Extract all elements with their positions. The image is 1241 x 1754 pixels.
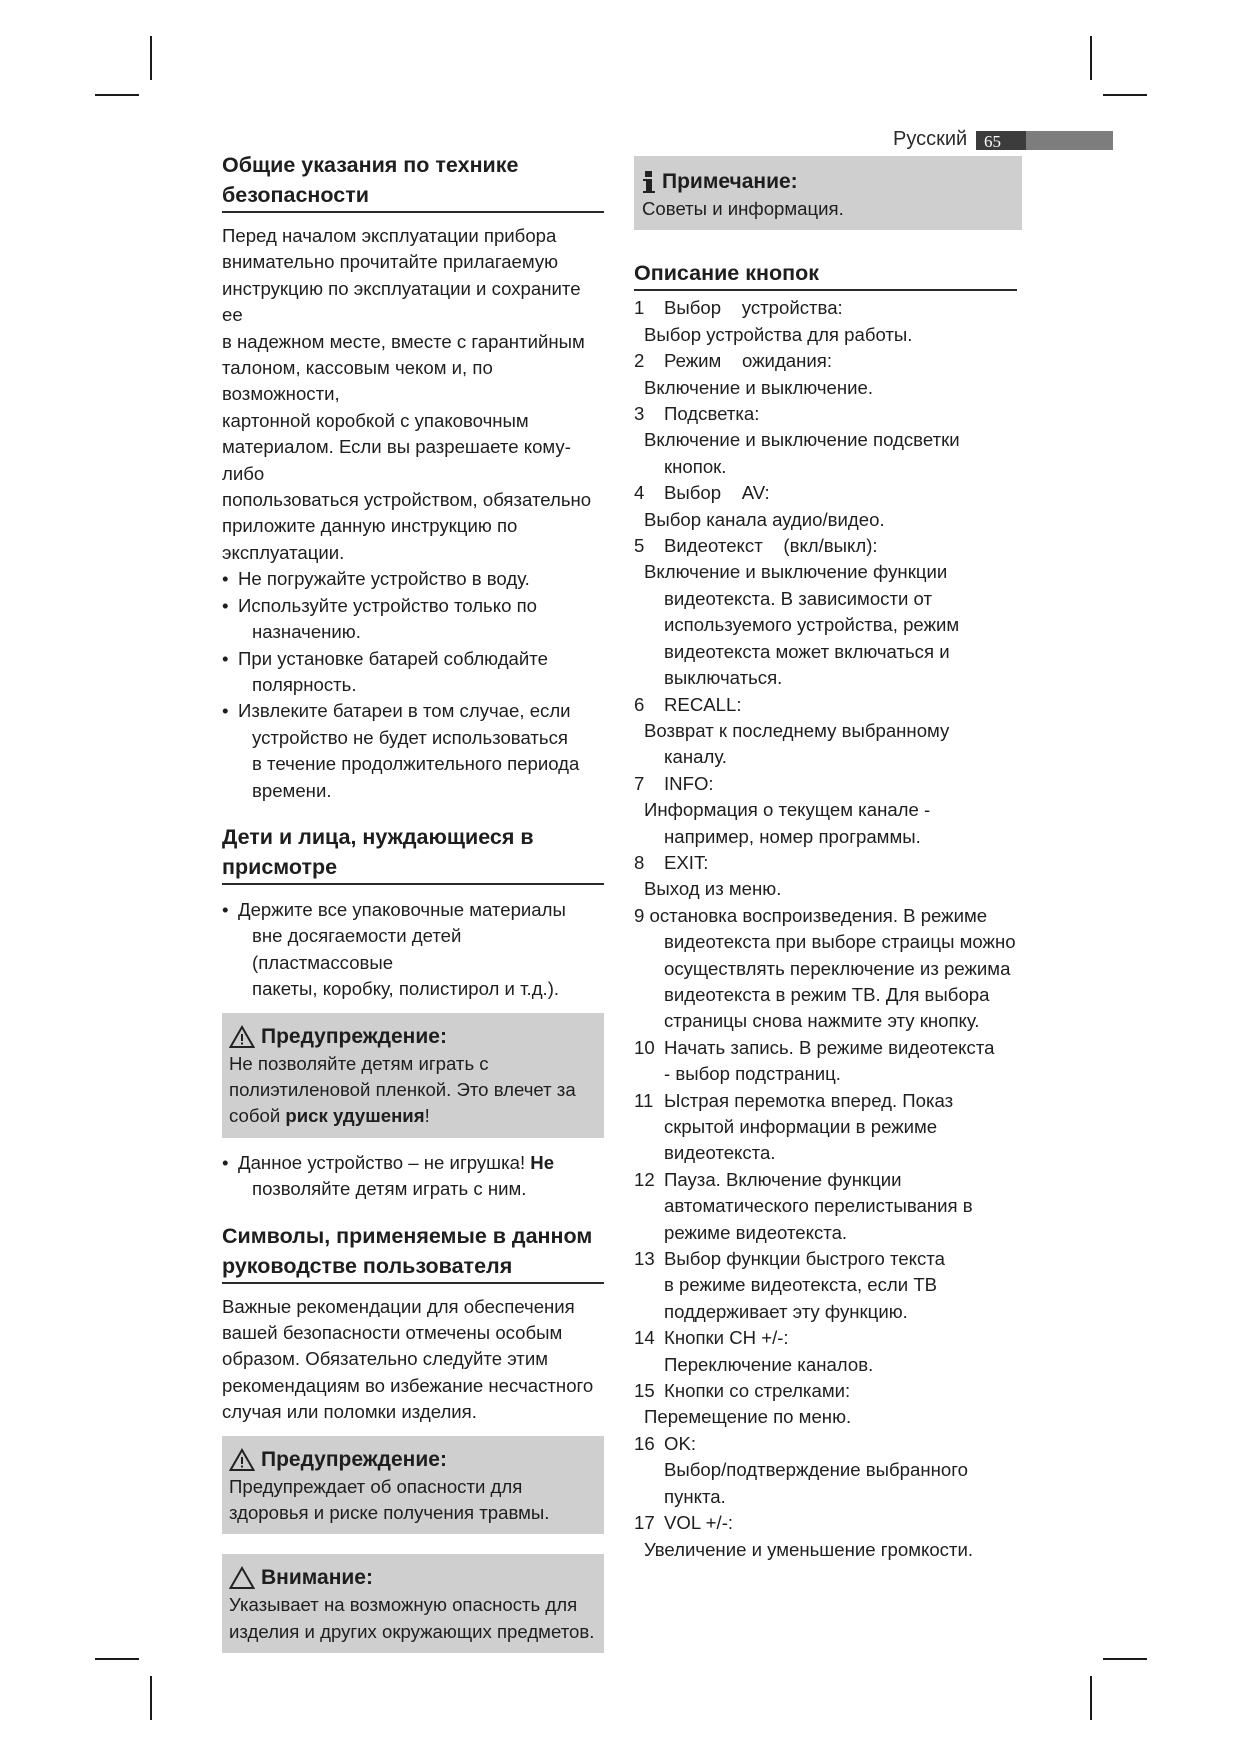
- children-heading-line1: Дети и лица, нуждающиеся в: [222, 824, 534, 849]
- caution-text: [229, 1592, 597, 1645]
- item-text: - выбор подстраниц.: [664, 1063, 841, 1085]
- item-text: видеотекста в режим ТВ. Для выбора: [664, 983, 990, 1005]
- bullet-text: назначению.: [252, 621, 361, 643]
- note-title-text: Примечание:: [662, 170, 798, 193]
- item-text: поддерживает эту функцию.: [664, 1300, 908, 1322]
- item-text: Ыстрая перемотка вперед. Показ: [664, 1089, 954, 1111]
- item-description: видеотекста может включаться и: [664, 640, 950, 662]
- item-text: автоматического перелистывания в: [664, 1195, 973, 1217]
- safety-bullet-2: [222, 593, 604, 646]
- text-line: здоровья и риске получения травмы.: [229, 1502, 550, 1524]
- item-number: 10: [634, 1036, 655, 1058]
- item-description: Выход из меню.: [644, 878, 782, 900]
- item-text: видеотекста.: [664, 1142, 776, 1164]
- text-line: полиэтиленовой пленкой. Это влечет за: [229, 1078, 576, 1100]
- item-text: Пауза. Включение функции: [664, 1168, 902, 1190]
- safety-bullet-4: [222, 698, 604, 804]
- children-warning-box: [222, 1013, 604, 1138]
- item-text: пункта.: [664, 1485, 726, 1507]
- item-number: 14: [634, 1327, 655, 1349]
- safety-heading-line1: Общие указания по технике: [222, 153, 519, 177]
- item-description: Включение и выключение подсветки: [644, 429, 960, 451]
- symbols-caution-box: [222, 1554, 604, 1653]
- children-bullet-2: [222, 1150, 604, 1203]
- button-item-12: [634, 1167, 1022, 1246]
- button-item-15: [634, 1378, 1022, 1431]
- symbols-heading-line2: руководстве пользователя: [222, 1253, 513, 1278]
- text-line: изделия и других окружающих предметов.: [229, 1620, 595, 1642]
- item-text: в режиме видеотекста, если ТВ: [664, 1274, 938, 1296]
- warning-triangle-icon: [229, 1448, 255, 1472]
- warning-title-text: Предупреждение:: [261, 1024, 447, 1048]
- text-line: попользоваться устройством, обязательно: [222, 489, 592, 511]
- text-line: случая или поломки изделия.: [222, 1401, 477, 1423]
- right-column: [634, 156, 1022, 1563]
- warning-text: [229, 1474, 597, 1527]
- item-heading: [634, 850, 1022, 876]
- warning-title: [229, 1446, 597, 1474]
- text-line: собой: [229, 1105, 286, 1127]
- button-item-3: [634, 401, 1022, 480]
- item-number: 16: [634, 1432, 655, 1454]
- bullet-text: позволяйте детям играть с ним.: [252, 1178, 527, 1200]
- item-description: Включение и выключение функции: [644, 561, 948, 583]
- item-description: Выбор канала аудио/видео.: [644, 508, 885, 530]
- item-title: EXIT:: [664, 851, 709, 873]
- item-number: 17: [634, 1512, 655, 1534]
- item-description: видеотекста. В зависимости от: [664, 587, 932, 609]
- bullet-text: Данное устройство – не игрушка!: [238, 1151, 531, 1173]
- item-description: например, номер программы.: [664, 825, 921, 847]
- button-item-10: [634, 1035, 1022, 1088]
- text-line: Перед началом эксплуатации прибора: [222, 225, 557, 246]
- item-text: Выбор функции быстрого текста: [664, 1248, 945, 1270]
- text-line: приложите данную инструкцию по: [222, 515, 518, 537]
- item-number: 3: [634, 403, 645, 425]
- text-line: образом. Обязательно следуйте этим: [222, 1348, 548, 1370]
- warning-triangle-icon: [229, 1025, 255, 1049]
- safety-bullet-1: [222, 566, 604, 592]
- button-descriptions-list: [634, 295, 1022, 902]
- item-text: VOL +/-:: [664, 1512, 734, 1534]
- crop-mark: [150, 1676, 152, 1720]
- item-title: Режим ожидания:: [664, 350, 833, 372]
- button-item-17: [634, 1510, 1022, 1563]
- item-text: Выбор/подтверждение выбранного: [664, 1459, 968, 1481]
- item-title: Видеотекст (вкл/выкл):: [664, 535, 878, 557]
- text-line: эксплуатации.: [222, 541, 345, 563]
- symbols-heading: [222, 1221, 604, 1284]
- item-text: Увеличение и уменьшение громкости.: [644, 1538, 974, 1560]
- text-line: рекомендациям во избежание несчастного: [222, 1374, 594, 1396]
- item-description: выключаться.: [664, 667, 783, 689]
- item-text: Перемещение по меню.: [644, 1406, 852, 1428]
- item-heading: [634, 771, 1022, 797]
- item-heading: [634, 295, 1022, 321]
- item-text: 9 остановка воспроизведения. В режиме: [634, 904, 988, 926]
- text-line: картонной коробкой с упаковочным: [222, 409, 529, 431]
- item-number: 15: [634, 1380, 655, 1402]
- item-text: OK:: [664, 1432, 697, 1454]
- safety-heading: [222, 150, 604, 213]
- item-description: Возврат к последнему выбранному: [644, 719, 950, 741]
- text-line: талоном, кассовым чеком и, по возможности,: [222, 357, 493, 405]
- item-number: 1: [634, 297, 645, 319]
- symbols-warning-box: [222, 1436, 604, 1535]
- header-language: Русский: [893, 128, 968, 150]
- note-title: [642, 168, 1014, 196]
- warning-title-text: Предупреждение:: [261, 1447, 447, 1471]
- item-text: Переключение каналов.: [664, 1353, 874, 1375]
- button-item-16: [634, 1431, 1022, 1510]
- safety-heading-line2: безопасности: [222, 183, 369, 207]
- item-text: режиме видеотекста.: [664, 1221, 848, 1243]
- item-number: 8: [634, 851, 645, 873]
- text-line: в надежном месте, вместе с гарантийным: [222, 330, 585, 352]
- safety-intro: [222, 223, 604, 566]
- children-heading: [222, 822, 604, 885]
- caution-title-text: Внимание:: [261, 1566, 373, 1590]
- bullet-text: в течение продолжительного периода: [252, 753, 580, 775]
- crop-mark: [1103, 1658, 1147, 1660]
- button-item-14: [634, 1325, 1022, 1378]
- item-description: Информация о текущем канале -: [644, 799, 931, 821]
- item-number: 13: [634, 1248, 655, 1270]
- item-text: страницы снова нажмите эту кнопку.: [664, 1010, 980, 1032]
- item-number: 6: [634, 693, 645, 715]
- header-bar: [1026, 131, 1113, 150]
- text-line: Предупреждает об опасности для: [229, 1475, 523, 1497]
- button-item-9: [634, 903, 1022, 1035]
- item-text: осуществлять переключение из режима: [664, 957, 1011, 979]
- caution-title: [229, 1564, 597, 1592]
- symbols-intro: [222, 1294, 604, 1426]
- item-title: INFO:: [664, 772, 714, 794]
- item-description: Включение и выключение.: [644, 376, 874, 398]
- button-item-1: [634, 295, 1022, 348]
- item-number: 2: [634, 350, 645, 372]
- button-item-6: [634, 692, 1022, 771]
- item-title: Подсветка:: [664, 403, 760, 425]
- info-icon: [642, 170, 656, 194]
- bullet-text: Используйте устройство только по: [238, 594, 538, 616]
- item-text: Кнопки со стрелками:: [664, 1380, 851, 1402]
- bullet-text: Извлеките батареи в том случае, если: [238, 700, 571, 722]
- bullet-text: При установке батарей соблюдайте: [238, 647, 548, 669]
- crop-mark: [1090, 36, 1092, 80]
- caution-triangle-icon: [229, 1566, 255, 1590]
- text-line: инструкцию по эксплуатации и сохраните ее: [222, 277, 581, 326]
- bullet-emphasis: Не: [530, 1151, 555, 1173]
- crop-mark: [95, 1658, 139, 1660]
- symbols-heading-line1: Символы, применяемые в данном: [222, 1223, 593, 1248]
- bullet-text: пакеты, коробку, полистирол и т.д.).: [252, 978, 560, 1000]
- bullet-text: устройство не будет использоваться: [252, 726, 568, 748]
- text-line: материалом. Если вы разрешаете кому-либо: [222, 436, 571, 484]
- item-number: 5: [634, 535, 645, 557]
- children-bullet-1: [222, 897, 604, 1003]
- button-item-7: [634, 771, 1022, 850]
- item-description: каналу.: [664, 746, 727, 768]
- safety-bullet-3: [222, 646, 604, 699]
- bullet-text: времени.: [252, 779, 332, 801]
- bullet-text: полярность.: [252, 673, 357, 695]
- bullet-text: Не погружайте устройство в воду.: [238, 568, 530, 590]
- item-description: Выбор устройства для работы.: [644, 323, 913, 345]
- text-line: вашей безопасности отмечены особым: [222, 1322, 563, 1343]
- item-heading: [634, 692, 1022, 718]
- note-text: Советы и информация.: [642, 198, 844, 219]
- button-item-5: [634, 533, 1022, 691]
- item-heading: [634, 533, 1022, 559]
- item-heading: [634, 401, 1022, 427]
- text-line: !: [424, 1105, 430, 1127]
- page-number: 65: [976, 131, 1034, 150]
- note-box: [634, 156, 1022, 230]
- item-heading: [634, 480, 1022, 506]
- crop-mark: [1090, 1676, 1092, 1720]
- warning-title: [229, 1023, 597, 1051]
- item-title: Выбор AV:: [664, 482, 770, 504]
- risk-emphasis: риск удушения: [285, 1105, 425, 1127]
- item-text: скрытой информации в режиме: [664, 1116, 938, 1137]
- item-description: кнопок.: [664, 455, 727, 477]
- button-item-4: [634, 480, 1022, 533]
- left-column: [222, 150, 604, 1653]
- button-item-8: [634, 850, 1022, 903]
- item-text: Кнопки CH +/-:: [664, 1327, 789, 1349]
- button-item-2: [634, 348, 1022, 401]
- warning-text: [229, 1051, 597, 1130]
- crop-mark: [1103, 94, 1147, 96]
- button-item-13: [634, 1246, 1022, 1325]
- crop-mark: [150, 36, 152, 80]
- item-heading: [634, 348, 1022, 374]
- bullet-text: Держите все упаковочные материалы: [238, 898, 566, 920]
- item-title: Выбор устройства:: [664, 297, 843, 319]
- item-text: Начать запись. В режиме видеотекста: [664, 1036, 995, 1058]
- crop-mark: [95, 94, 139, 96]
- text-line: Указывает на возможную опасность для: [229, 1594, 578, 1616]
- text-line: внимательно прочитайте прилагаемую: [222, 251, 559, 273]
- text-line: Важные рекомендации для обеспечения: [222, 1295, 575, 1317]
- item-number: 11: [634, 1089, 654, 1111]
- text-line: Не позволяйте детям играть с: [229, 1052, 489, 1074]
- children-heading-line2: присмотре: [222, 854, 338, 879]
- item-text: видеотекста при выборе страицы можно: [664, 931, 1016, 953]
- item-number: 12: [634, 1168, 655, 1190]
- button-item-11: [634, 1088, 1022, 1167]
- item-number: 7: [634, 772, 645, 794]
- item-number: 4: [634, 482, 645, 504]
- item-title: RECALL:: [664, 693, 742, 715]
- buttons-heading: Описание кнопок: [634, 258, 1017, 291]
- item-description: используемого устройства, режим: [664, 614, 960, 636]
- bullet-text: вне досягаемости детей (пластмассовые: [252, 925, 462, 973]
